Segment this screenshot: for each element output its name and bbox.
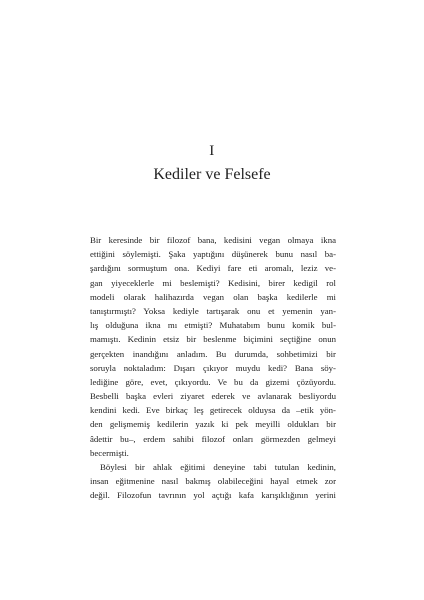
text-line: Besbelli başka evleri ziyaret ederek ve avlanarak besliyordu: [90, 391, 336, 402]
text-line: gan yiyeceklerle mi beslemişti? Kedisini, birer kedigil rol: [90, 277, 336, 288]
text-line: modeli olarak halihazırda vegan olan başka kedilerle mi: [90, 291, 336, 302]
text-line: lediğine göre, evet, çıkıyordu. Ve bu da gizemi çözüyordu.: [90, 376, 336, 387]
text-line: soruyla noktaladım: Dışarı çıkıyor muydu kedi? Bana söy-: [90, 362, 336, 373]
text-line: mamıştı. Kedinin etsiz bir beslenme biçimini seçtiğine onun: [90, 334, 336, 345]
text-line: değil. Filozofun tavrının yol açtığı kafa karışıklığının yerini: [90, 490, 336, 501]
paragraph-2: [90, 460, 336, 503]
chapter-title: Kediler ve Felsefe: [153, 166, 271, 183]
chapter-number: I: [209, 143, 215, 159]
text-line: âdettir bu–, erdem sahibi filozof onları görmezden gelmeyi: [90, 433, 336, 444]
text-line: gerçekten inandığını anladım. Bu durumda, sohbetimizi bir: [90, 348, 336, 359]
text-line: kendini kedi. Eve birkaç leş getirecek olduysa da –etik yön-: [90, 405, 336, 416]
text-line: ettiğini söylemişti. Şaka yaptığını düşünerek bunu nasıl ba-: [90, 249, 336, 260]
text-line: becermişti.: [90, 447, 129, 458]
paragraph-1: [90, 233, 336, 460]
text-line: lış olduğuna ikna mı etmişti? Muhatabım bunu komik bul-: [90, 320, 336, 331]
body-text: [90, 233, 336, 503]
text-line: insan eğitmenine nasıl bakmış olabileceğini hayal etmek zor: [90, 476, 336, 487]
text-line: şardığını sormuştum ona. Kediyi fare eti aromalı, leziz ve-: [90, 263, 336, 274]
text-line: Bir keresinde bir filozof bana, kedisini vegan olmaya ikna: [90, 235, 336, 245]
text-line: tanıştırmıştı? Yoksa kediyle tartışarak onu et yemenin yan-: [90, 305, 336, 316]
text-line: den gelişmemiş kedilerin yazık ki pek meyilli oldukları bir: [90, 419, 336, 430]
text-line: Böylesi bir ahlak eğitimi deneyine tabi tutulan kedinin,: [100, 462, 336, 472]
